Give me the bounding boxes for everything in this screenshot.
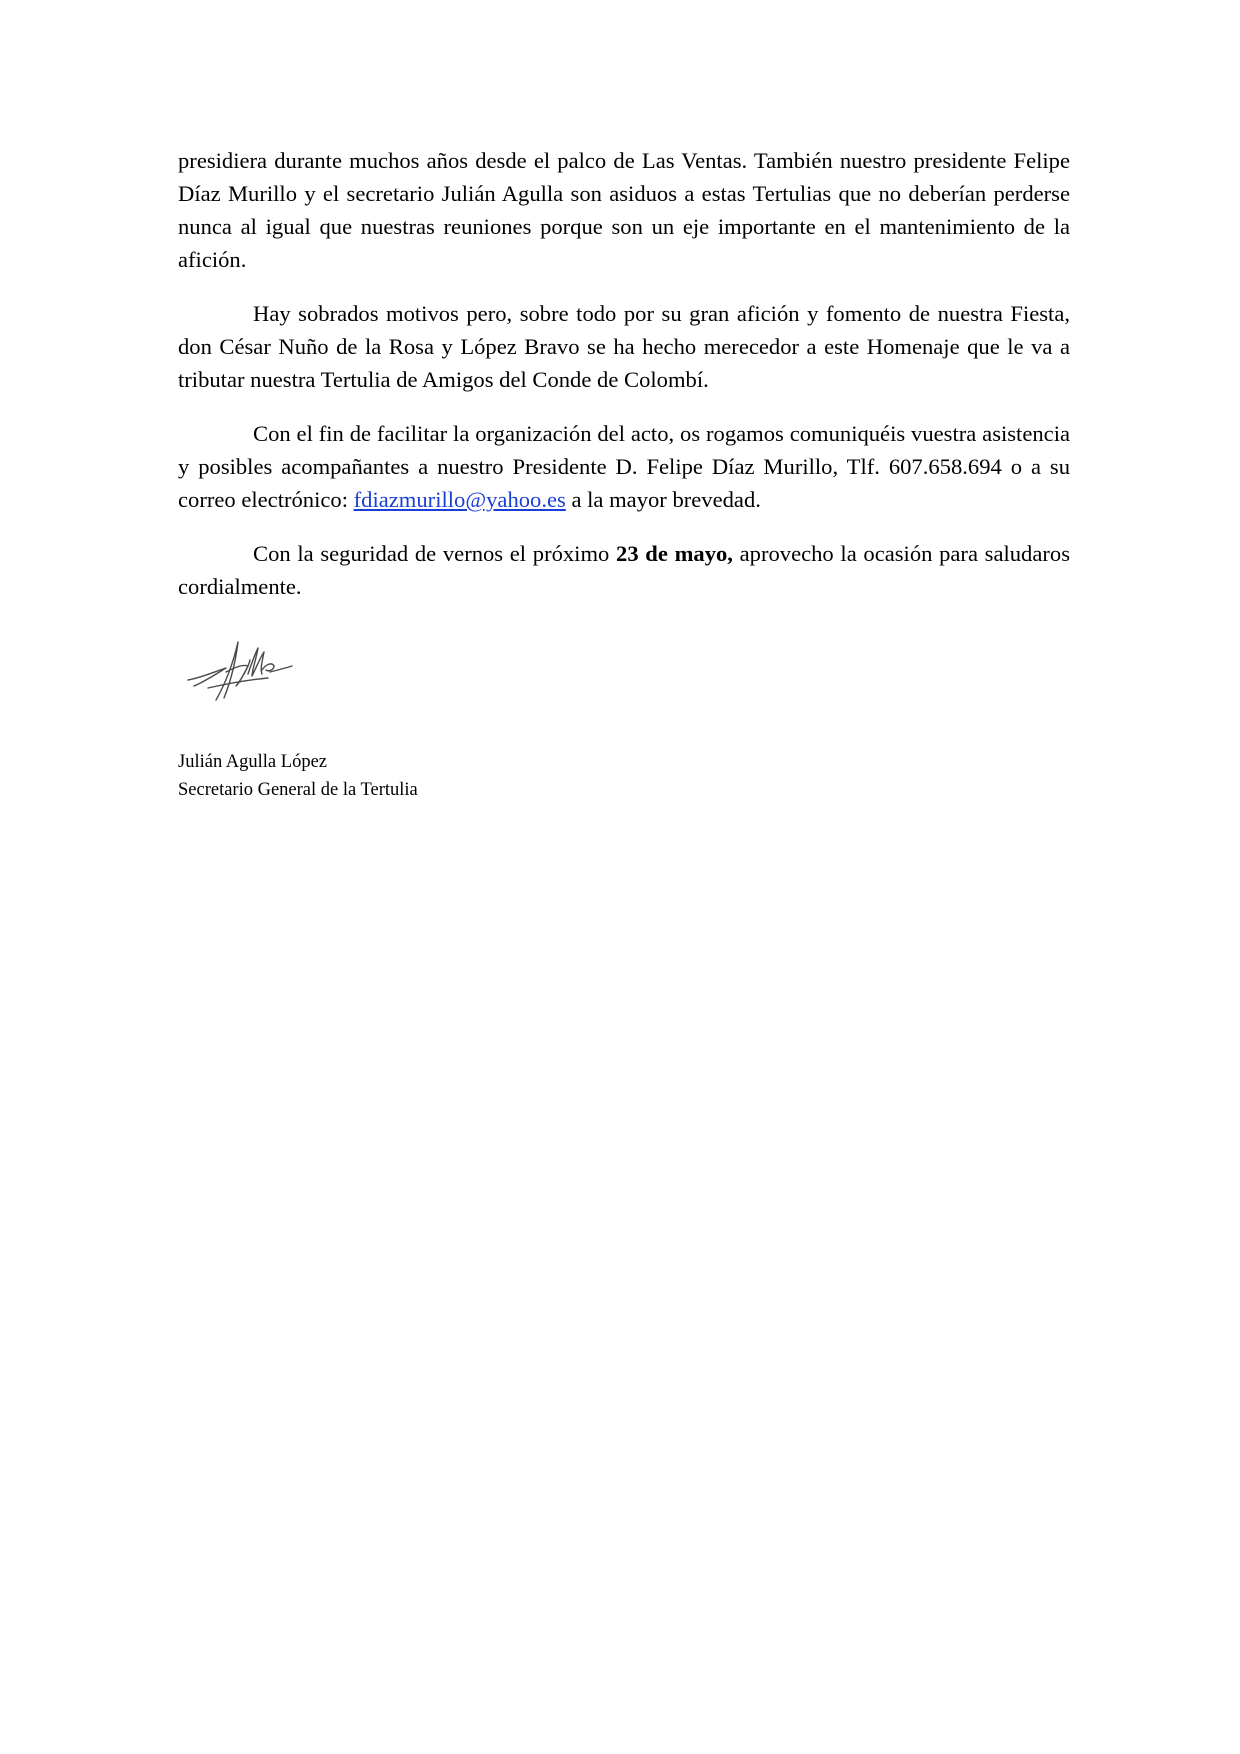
- paragraph-4-text-after: aprovecho la ocasión para saludaros cordialmente.: [178, 541, 1070, 599]
- handwritten-signature-icon: [186, 638, 296, 718]
- signer-title: Secretario General de la Tertulia: [178, 780, 418, 800]
- paragraph-3-text-before: Con el fin de facilitar la organización del acto, os rogamos comuniquéis vuestra asistencia y posibles acompañantes a nuestro Presidente D. Felipe Díaz Murillo, Tlf. 607.658.694 o a su correo electrónico:: [178, 421, 1070, 512]
- letter-body: [178, 144, 1070, 624]
- signer-name: Julián Agulla López: [178, 752, 327, 772]
- signature-block: [178, 748, 418, 804]
- paragraph-4-text-before: Con la seguridad de vernos el próximo: [253, 541, 617, 566]
- email-link[interactable]: fdiazmurillo@yahoo.es: [353, 487, 566, 512]
- paragraph-4: [178, 537, 1070, 603]
- paragraph-2: Hay sobrados motivos pero, sobre todo por su gran afición y fomento de nuestra Fiesta, don César Nuño de la Rosa y López Bravo se ha hecho merecedor a este Homenaje que le va a tributar nuestra Tertulia de Amigos del Conde de Colombí.: [178, 301, 1070, 392]
- paragraph-3-text-after: a la mayor brevedad.: [565, 487, 761, 512]
- paragraph-1: presidiera durante muchos años desde el palco de Las Ventas. También nuestro presidente Felipe Díaz Murillo y el secretario Julián Agulla son asiduos a estas Tertulias que no deberían perderse nunca al igual que nuestras reuniones porque son un eje importante en el mantenimiento de la afición.: [178, 148, 1070, 272]
- paragraph-3: [178, 417, 1070, 516]
- event-date: 23 de mayo,: [616, 541, 733, 566]
